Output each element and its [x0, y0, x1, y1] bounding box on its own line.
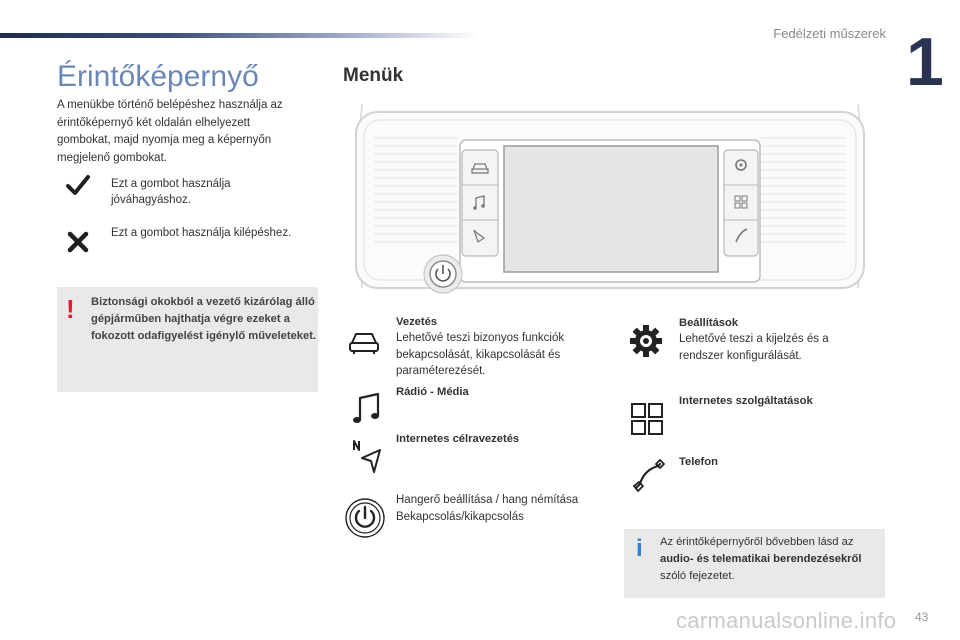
phone-icon — [630, 458, 666, 494]
menu-radio-title: Rádió - Média — [396, 386, 469, 398]
cancel-description: Ezt a gombot használja kilépéshez. — [111, 227, 292, 239]
menu-driving-title: Vezetés — [396, 316, 438, 328]
watermark: carmanualsonline.info — [676, 608, 897, 633]
warning-text: Biztonsági okokból a vezető kizárólag álló gépjárműben hajthatja végre ezeket a fokozott odafigyelést igénylő műveleteket. — [91, 296, 317, 342]
menu-volume-desc: Hangerő beállítása / hang némítása Bekapcsolás/kikapcsolás — [396, 494, 579, 523]
gear-icon — [628, 323, 664, 359]
warning-icon: ! — [66, 294, 75, 324]
section-title: Menük — [343, 65, 404, 86]
menu-internet-title: Internetes szolgáltatások — [679, 395, 813, 407]
music-note-icon — [350, 390, 386, 426]
page-title: Érintőképernyő — [57, 60, 259, 93]
power-icon — [344, 497, 386, 539]
page-number: 43 — [915, 610, 929, 624]
menu-phone-title: Telefon — [679, 456, 718, 468]
cross-icon — [64, 228, 92, 256]
menu-driving-desc: Lehetővé teszi bizonyos funkciók bekapcsolását, kikapcsolását és paraméterezését. — [396, 332, 565, 377]
header-gradient-bar — [0, 33, 480, 38]
navigation-icon — [350, 438, 386, 474]
menu-navigation-title: Internetes célravezetés — [396, 433, 520, 445]
intro-paragraph: A menükbe történő belépéshez használja az érintőképernyő két oldalán elhelyezett gombokat, majd nyomja meg a képernyőn megjelenő gombokat. — [57, 99, 283, 164]
grid-apps-icon — [630, 402, 664, 436]
menu-settings-title: Beállítások — [679, 317, 739, 329]
car-icon — [346, 324, 382, 360]
confirm-description: Ezt a gombot használja jóváhagyáshoz. — [111, 178, 231, 206]
touchscreen-illustration — [346, 98, 874, 294]
info-text: Az érintőképernyőről bővebben lásd az audio- és telematikai berendezésekről szóló fejezetet. — [660, 536, 862, 582]
chapter-number: 1 — [906, 24, 942, 100]
chapter-title: Fedélzeti műszerek — [773, 26, 886, 41]
menu-settings-desc: Lehetővé teszi a kijelzés és a rendszer konfigurálását. — [679, 333, 829, 362]
checkmark-icon — [64, 171, 92, 199]
info-icon: i — [636, 535, 643, 562]
